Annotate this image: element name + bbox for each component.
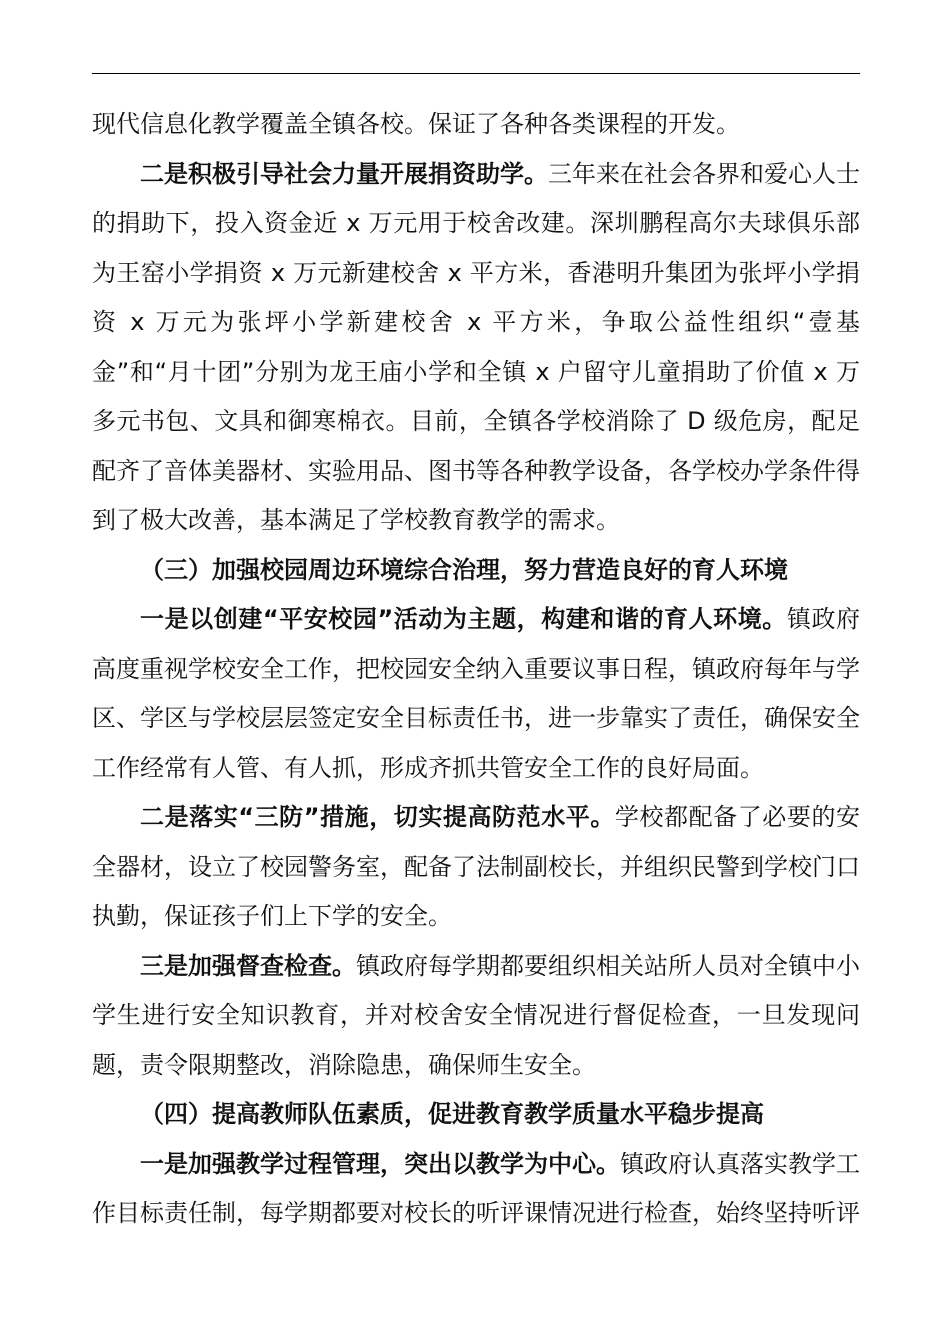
paragraph-text: 三年来在社会各界和爱心人士的捐助下，投入资金近 x 万元用于校舍改建。深圳鹏程高尔夫球俱乐部为王窑小学捐资 x 万元新建校舍 x 平方米，香港明升集团为张坪小学捐资 x 万元为张坪小学新建校舍 x 平方米，争取公益性组织“壹基金”和“月十团”分别为龙王庙小学和全镇 x 户留守儿童捐助了价值 x 万多元书包、文具和御寒棉衣。目前，全镇各学校消除了 D 级危房，配足配齐了音体美器材、实验用品、图书等各种教学设备，各学校办学条件得到了极大改善，基本满足了学校教育教学的需求。: [92, 159, 860, 534]
paragraph: [92, 942, 860, 1091]
paragraph: [92, 100, 860, 150]
paragraph-lead: 三是加强督查检查。: [140, 951, 356, 980]
section-heading: [92, 1090, 860, 1140]
paragraph: [92, 595, 860, 793]
paragraph-lead: 二是积极引导社会力量开展捐资助学。: [140, 159, 548, 188]
paragraph: [92, 793, 860, 942]
section-heading-text: （四）提高教师队伍素质，促进教育教学质量水平稳步提高: [140, 1100, 764, 1128]
paragraph-text: 学校都配备了必要的安全器材，设立了校园警务室，配备了法制副校长，并组织民警到学校门口执勤，保证孩子们上下学的安全。: [92, 803, 861, 930]
document-body: [92, 100, 860, 1239]
section-heading: [92, 546, 860, 596]
paragraph: [92, 1140, 860, 1239]
header-rule: [92, 73, 860, 74]
paragraph-lead: 一是以创建“平安校园”活动为主题，构建和谐的育人环境。: [140, 605, 787, 633]
paragraph-text: 镇政府认真落实教学工作目标责任制，每学期都要对校长的听评课情况进行检查，始终坚持听评: [92, 1149, 860, 1227]
section-heading-text: （三）加强校园周边环境综合治理，努力营造良好的育人环境: [140, 555, 788, 584]
paragraph-text: 镇政府每学期都要组织相关站所人员对全镇中小学生进行安全知识教育，并对校舍安全情况进行督促检查，一旦发现问题，责令限期整改，消除隐患，确保师生安全。: [92, 951, 860, 1079]
paragraph-text: 镇政府高度重视学校安全工作，把校园安全纳入重要议事日程，镇政府每年与学区、学区与学校层层签定安全目标责任书，进一步靠实了责任，确保安全工作经常有人管、有人抓，形成齐抓共管安全工作的良好局面。: [92, 605, 861, 782]
paragraph-lead: 一是加强教学过程管理，突出以教学为中心。: [140, 1149, 620, 1178]
paragraph: [92, 150, 860, 546]
paragraph-lead: 二是落实“三防”措施，切实提高防范水平。: [140, 803, 615, 831]
paragraph-text: 现代信息化教学覆盖全镇各校。保证了各种各类课程的开发。: [92, 110, 740, 138]
